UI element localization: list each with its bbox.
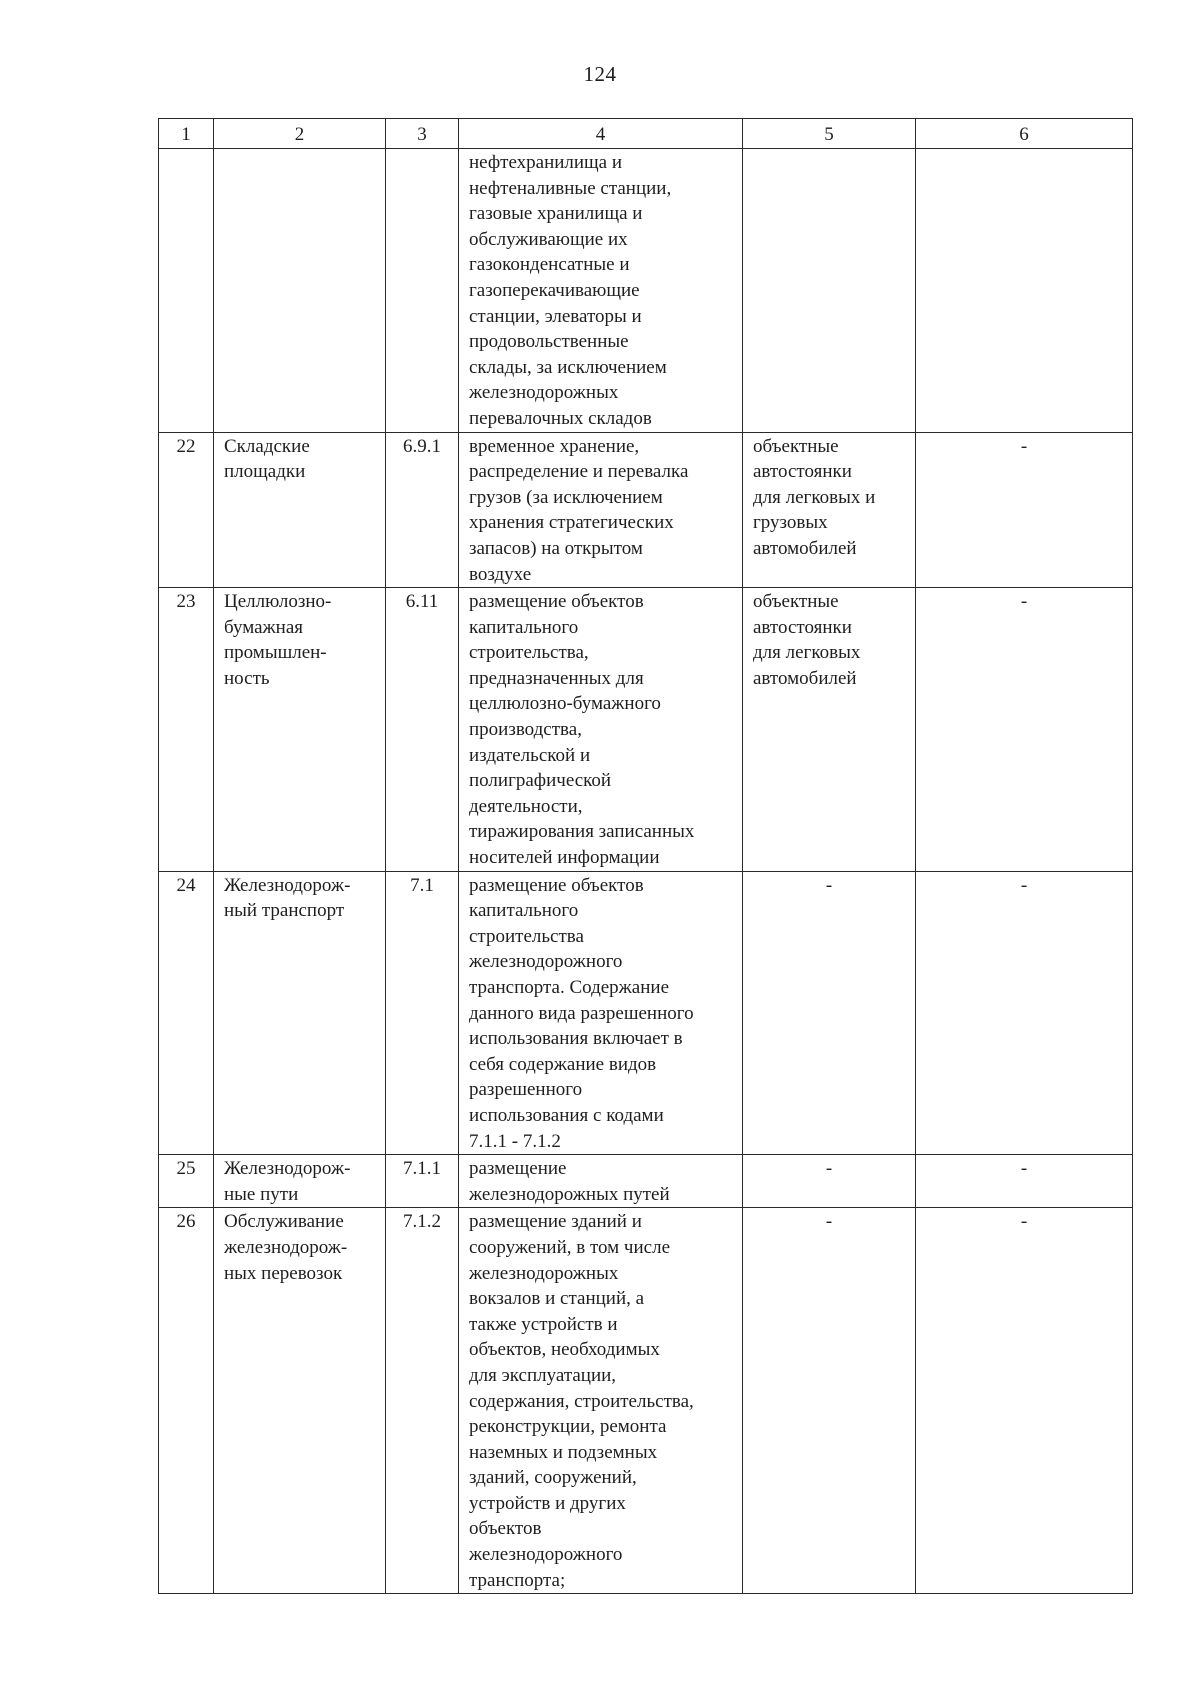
- description-line: также устройств и: [469, 1313, 618, 1335]
- table-row: [159, 1208, 1133, 1594]
- cell-num: 23: [159, 588, 214, 872]
- description-line: размещение: [469, 1158, 567, 1180]
- description-line: станции, элеваторы и: [469, 305, 642, 327]
- description-line: капитального: [469, 616, 579, 638]
- description-line: железнодорожных: [469, 1262, 619, 1284]
- parking-line: автомобилей: [753, 667, 857, 689]
- description-line: тиражирования записанных: [469, 821, 695, 843]
- cell-code: 6.9.1: [386, 432, 459, 588]
- cell-name: [214, 1208, 386, 1594]
- name-line: Железнодорож-: [224, 1158, 351, 1180]
- cell-description: [459, 1155, 743, 1208]
- land-use-table: [158, 118, 1133, 1594]
- table-row-continuation: [159, 149, 1133, 433]
- description-line: склады, за исключением: [469, 356, 667, 378]
- description-line: устройств и других: [469, 1492, 626, 1514]
- description-line: реконструкции, ремонта: [469, 1416, 667, 1438]
- header-row: [159, 119, 1133, 149]
- cell-name: [214, 871, 386, 1155]
- header-col-4: 4: [459, 119, 743, 149]
- cell-parking: [743, 149, 916, 433]
- cell-description: [459, 1208, 743, 1594]
- name-line: ные пути: [224, 1183, 299, 1205]
- description-line: 7.1.1 - 7.1.2: [469, 1130, 561, 1152]
- description-line: размещение объектов: [469, 874, 644, 896]
- parking-line: объектные: [753, 591, 839, 613]
- description-line: издательской и: [469, 744, 591, 766]
- description-line: продовольственные: [469, 331, 629, 353]
- cell-name: [214, 1155, 386, 1208]
- header-col-2: 2: [214, 119, 386, 149]
- cell-description: [459, 432, 743, 588]
- description-line: воздухе: [469, 563, 532, 585]
- cell-code: 7.1.2: [386, 1208, 459, 1594]
- parking-line: автостоянки: [753, 461, 852, 483]
- cell-col6: -: [916, 871, 1133, 1155]
- parking-line: объектные: [753, 435, 839, 457]
- description-line: данного вида разрешенного: [469, 1002, 694, 1024]
- description-line: грузов (за исключением: [469, 486, 663, 508]
- name-line: железнодорож-: [224, 1236, 348, 1258]
- description-line: разрешенного: [469, 1079, 583, 1101]
- description-line: нефтехранилища и: [469, 152, 623, 173]
- table-row: [159, 1155, 1133, 1208]
- parking-line: для легковых и: [753, 486, 876, 508]
- description-line: себя содержание видов: [469, 1053, 657, 1075]
- description-line: железнодорожного: [469, 1544, 623, 1566]
- description-line: запасов) на открытом: [469, 537, 643, 559]
- description-line: капитального: [469, 900, 579, 922]
- description-line: полиграфической: [469, 770, 612, 792]
- description-line: целлюлозно-бумажного: [469, 693, 661, 715]
- description-line: деятельности,: [469, 795, 583, 817]
- description-line: распределение и перевалка: [469, 461, 689, 483]
- cell-code: 7.1.1: [386, 1155, 459, 1208]
- page-number: 124: [583, 62, 617, 86]
- cell-num: 24: [159, 871, 214, 1155]
- description-line: железнодорожных: [469, 382, 619, 404]
- table-row: [159, 432, 1133, 588]
- name-line: Целлюлозно-: [224, 591, 332, 613]
- description-line: объектов: [469, 1518, 542, 1540]
- description-line: размещение объектов: [469, 591, 644, 613]
- name-line: ный транспорт: [224, 900, 345, 922]
- header-col-1: 1: [159, 119, 214, 149]
- parking-line: грузовых: [753, 512, 828, 534]
- description-line: газоконденсатные и: [469, 254, 630, 276]
- parking-line: для легковых: [753, 642, 861, 664]
- description-line: железнодорожных путей: [469, 1183, 670, 1205]
- description-line: наземных и подземных: [469, 1441, 658, 1463]
- cell-col6: -: [916, 1208, 1133, 1594]
- cell-code: [386, 149, 459, 433]
- table-body: [159, 149, 1133, 1594]
- cell-parking: -: [743, 1208, 916, 1594]
- name-line: ных перевозок: [224, 1262, 343, 1284]
- description-line: зданий, сооружений,: [469, 1467, 637, 1489]
- description-line: использования включает в: [469, 1028, 683, 1050]
- description-line: содержания, строительства,: [469, 1390, 694, 1412]
- description-line: обслуживающие их: [469, 228, 628, 250]
- name-line: бумажная: [224, 616, 303, 638]
- cell-num: [159, 149, 214, 433]
- description-line: размещение зданий и: [469, 1211, 642, 1233]
- name-line: промышлен-: [224, 642, 327, 664]
- cell-name: [214, 588, 386, 872]
- description-line: строительства: [469, 925, 584, 947]
- cell-num: 25: [159, 1155, 214, 1208]
- cell-parking: [743, 588, 916, 872]
- table-row: [159, 588, 1133, 872]
- description-line: хранения стратегических: [469, 512, 674, 534]
- description-line: строительства,: [469, 642, 589, 664]
- description-line: железнодорожного: [469, 951, 623, 973]
- cell-description: [459, 588, 743, 872]
- description-line: носителей информации: [469, 847, 660, 869]
- cell-description: [459, 871, 743, 1155]
- cell-col6: [916, 149, 1133, 433]
- name-line: Обслуживание: [224, 1211, 344, 1233]
- table-row: [159, 871, 1133, 1155]
- cell-code: 7.1: [386, 871, 459, 1155]
- header-col-6: 6: [916, 119, 1133, 149]
- cell-col6: -: [916, 1155, 1133, 1208]
- cell-col6: -: [916, 588, 1133, 872]
- name-line: площадки: [224, 461, 306, 483]
- description-line: временное хранение,: [469, 435, 640, 457]
- description-line: перевалочных складов: [469, 407, 652, 429]
- cell-description: [459, 149, 743, 433]
- name-line: Железнодорож-: [224, 874, 351, 896]
- description-line: вокзалов и станций, а: [469, 1288, 645, 1310]
- cell-parking: -: [743, 871, 916, 1155]
- name-line: ность: [224, 667, 270, 689]
- header-col-3: 3: [386, 119, 459, 149]
- description-line: газовые хранилища и: [469, 203, 643, 225]
- description-line: объектов, необходимых: [469, 1339, 660, 1361]
- cell-parking: -: [743, 1155, 916, 1208]
- cell-col6: -: [916, 432, 1133, 588]
- cell-parking: [743, 432, 916, 588]
- description-line: сооружений, в том числе: [469, 1236, 671, 1258]
- description-line: нефтеналивные станции,: [469, 177, 672, 199]
- description-line: для эксплуатации,: [469, 1364, 617, 1386]
- parking-line: автомобилей: [753, 537, 857, 559]
- cell-num: 22: [159, 432, 214, 588]
- cell-name: [214, 432, 386, 588]
- description-line: предназначенных для: [469, 667, 644, 689]
- description-line: использования с кодами: [469, 1104, 664, 1126]
- description-line: газоперекачивающие: [469, 279, 640, 301]
- name-line: Складские: [224, 435, 310, 457]
- cell-num: 26: [159, 1208, 214, 1594]
- cell-code: 6.11: [386, 588, 459, 872]
- parking-line: автостоянки: [753, 616, 852, 638]
- description-line: производства,: [469, 719, 582, 741]
- description-line: транспорта;: [469, 1569, 566, 1591]
- description-line: транспорта. Содержание: [469, 977, 670, 998]
- header-col-5: 5: [743, 119, 916, 149]
- cell-name: [214, 149, 386, 433]
